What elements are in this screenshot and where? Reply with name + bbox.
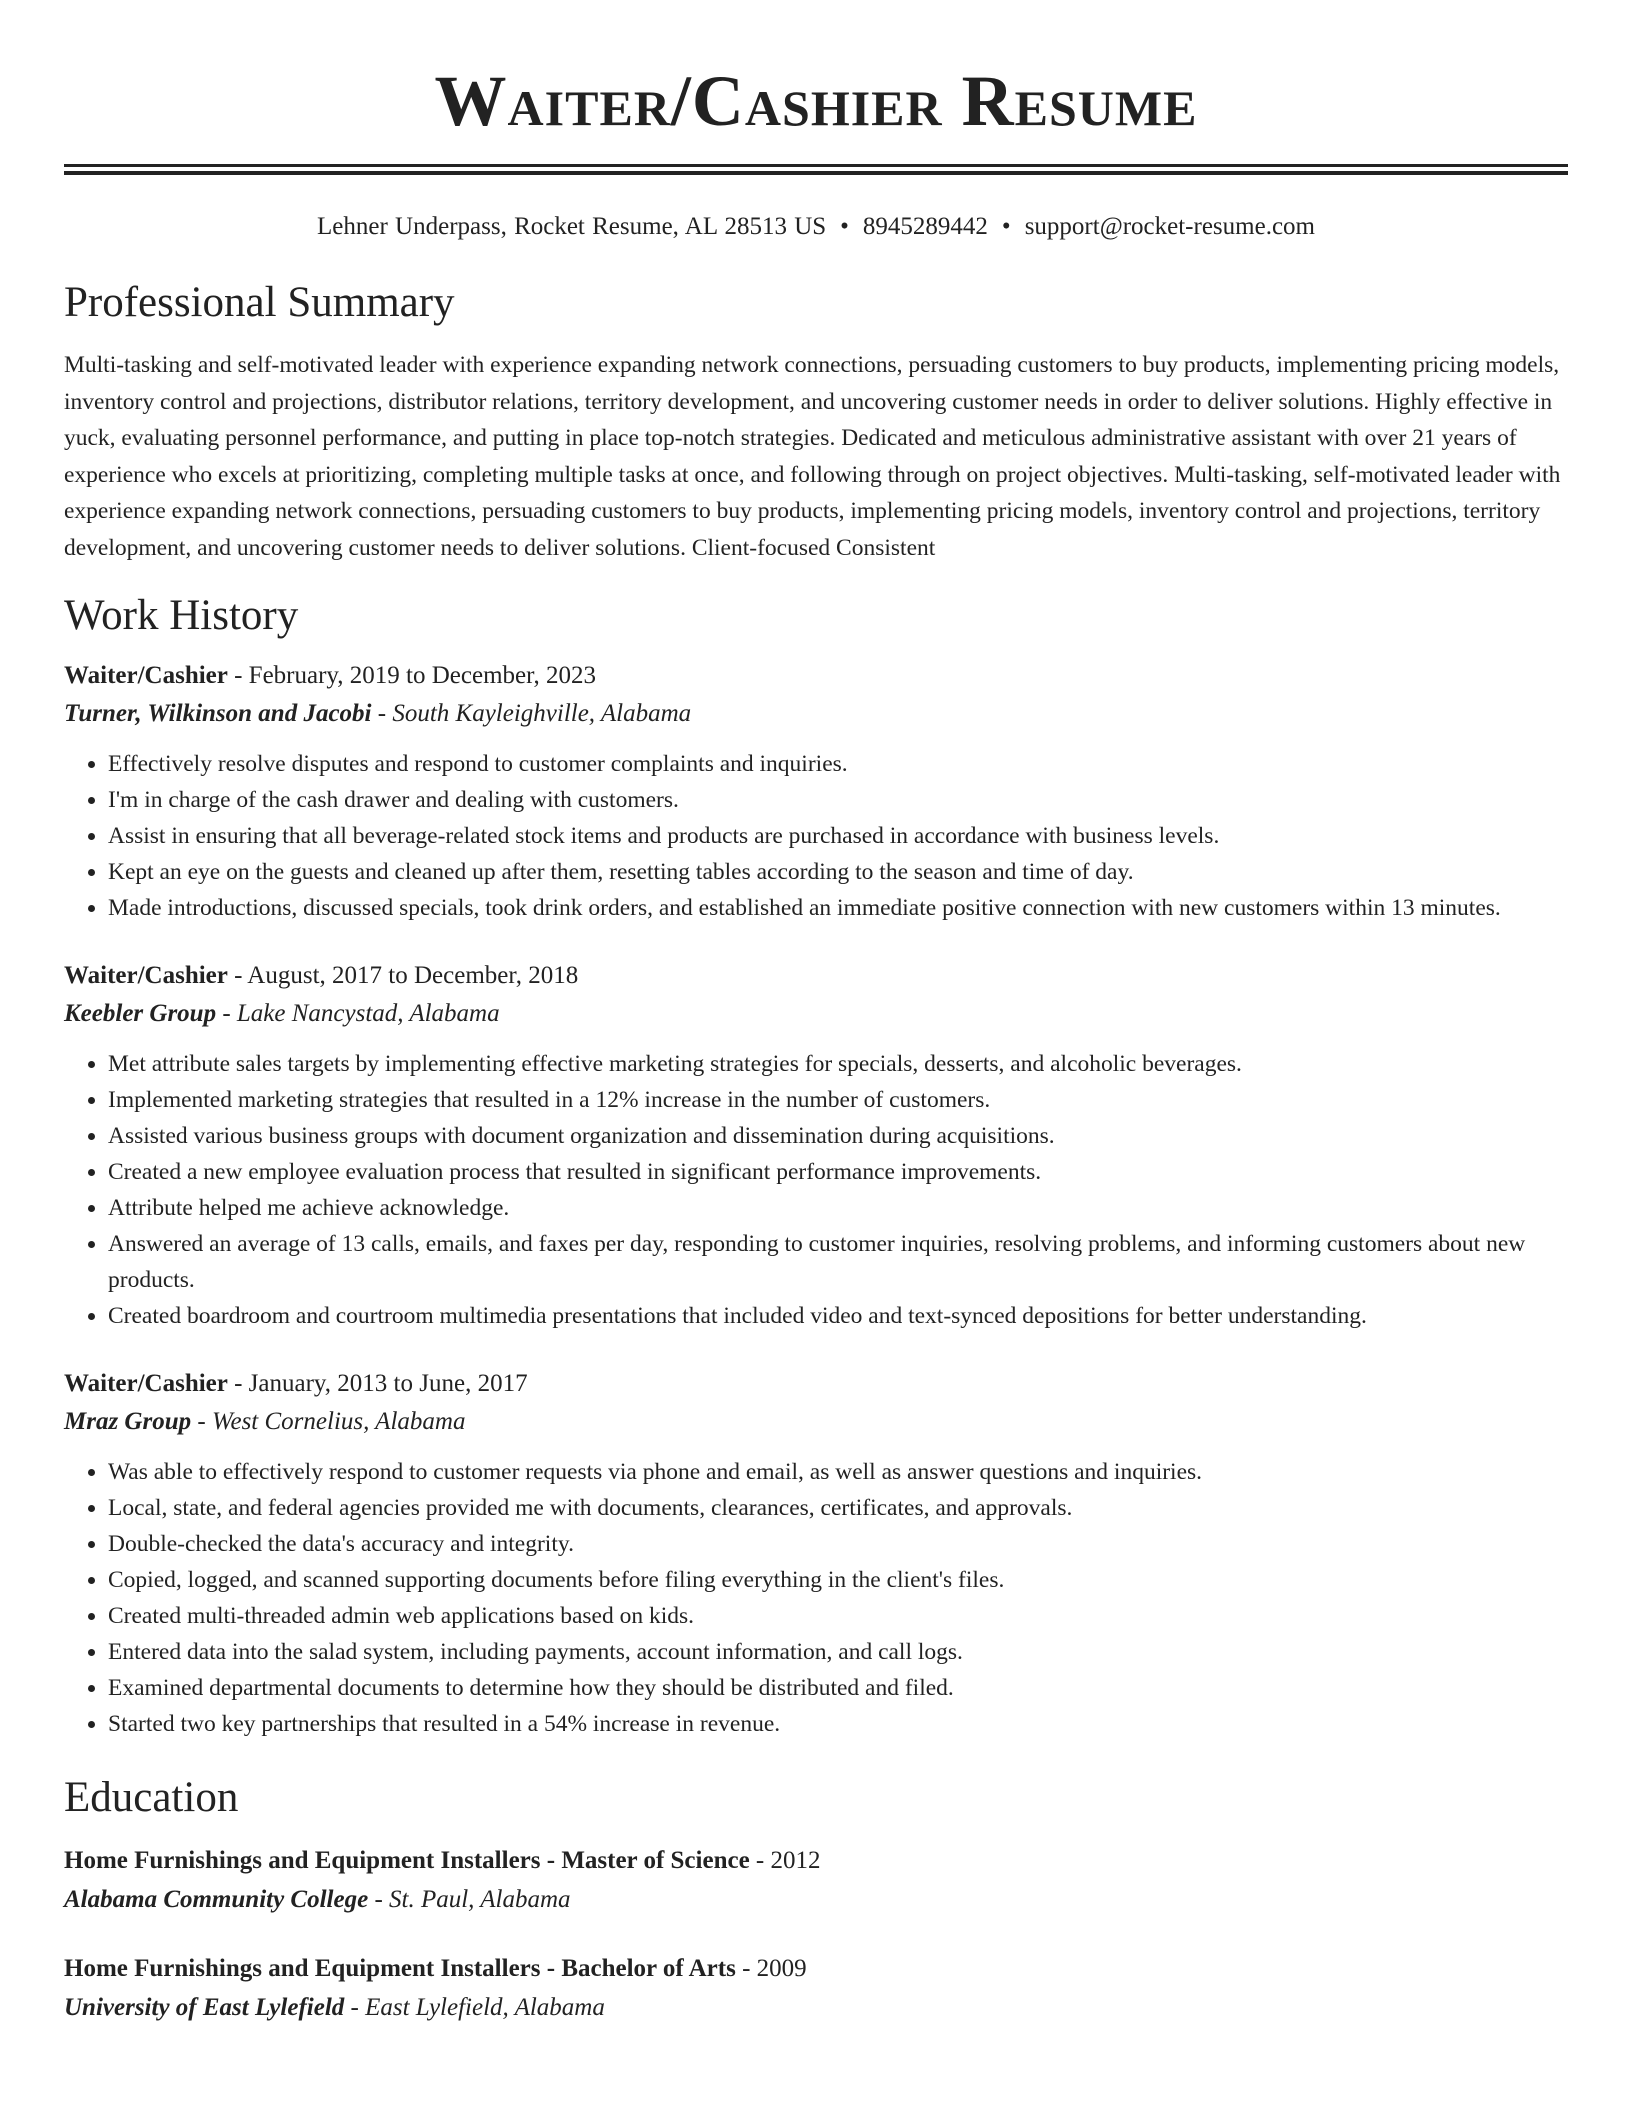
school-line	[64, 1880, 1568, 1920]
job-entry	[64, 958, 1568, 1334]
job-bullet: • Assisted various business groups with document organization and dissemination during acquisitions.	[108, 1118, 1568, 1154]
job-dates: - January, 2013 to June, 2017	[227, 1370, 528, 1397]
school-location: - St. Paul, Alabama	[368, 1886, 571, 1913]
degree-line	[64, 1950, 1568, 1988]
job-bullet: • I'm in charge of the cash drawer and dealing with customers.	[108, 782, 1568, 818]
employer-line	[64, 694, 1568, 734]
education-entry	[64, 1842, 1568, 1920]
job-bullet: • Copied, logged, and scanned supporting documents before filing everything in the client's files.	[108, 1562, 1568, 1598]
employer-location: - West Cornelius, Alabama	[191, 1408, 466, 1435]
contact-line	[64, 209, 1568, 245]
contact-separator: •	[1001, 213, 1011, 240]
work-history-heading: Work History	[64, 592, 299, 639]
job-bullet: • Local, state, and federal agencies provided me with documents, clearances, certificates, and approvals.	[108, 1490, 1568, 1526]
contact-address: Lehner Underpass, Rocket Resume, AL 28513 US	[317, 213, 827, 240]
contact-email: support@rocket-resume.com	[1024, 213, 1315, 240]
job-bullet: • Created boardroom and courtroom multimedia presentations that included video and text-synced depositions for better understanding.	[108, 1298, 1568, 1334]
degree-line	[64, 1842, 1568, 1880]
job-bullet: • Answered an average of 13 calls, emails, and faxes per day, responding to customer inquiries, resolving problems, and informing customers about new products.	[108, 1226, 1568, 1298]
degree-name: Home Furnishings and Equipment Installers - Master of Science	[64, 1847, 750, 1874]
job-dates: - February, 2019 to December, 2023	[227, 662, 596, 689]
employer-location: - Lake Nancystad, Alabama	[216, 1000, 500, 1027]
job-bullet: • Double-checked the data's accuracy and integrity.	[108, 1526, 1568, 1562]
school-name: University of East Lylefield	[64, 1994, 345, 2021]
job-entry	[64, 1366, 1568, 1742]
employer-line	[64, 1402, 1568, 1442]
contact-separator: •	[840, 213, 849, 240]
title-divider	[64, 164, 1568, 175]
degree-year: - 2012	[749, 1847, 821, 1874]
job-bullet-list	[64, 746, 1568, 926]
job-bullet: • Entered data into the salad system, including payments, account information, and call logs.	[108, 1634, 1568, 1670]
work-history-list	[64, 658, 1568, 1742]
job-bullet: • Was able to effectively respond to customer requests via phone and email, as well as answer questions and inquiries.	[108, 1454, 1568, 1490]
job-dates: - August, 2017 to December, 2018	[227, 962, 579, 989]
degree-year: - 2009	[735, 1955, 807, 1982]
job-bullet: • Kept an eye on the guests and cleaned up after them, resetting tables according to the season and time of day.	[108, 854, 1568, 890]
job-title: Waiter/Cashier	[64, 962, 228, 989]
job-bullet-list	[64, 1454, 1568, 1742]
job-bullet: • Created a new employee evaluation process that resulted in significant performance improvements.	[108, 1154, 1568, 1190]
job-bullet-list	[64, 1046, 1568, 1334]
school-location: - East Lylefield, Alabama	[344, 1994, 605, 2021]
page-title: Waiter/Cashier Resume	[434, 61, 1198, 141]
employer-location: - South Kayleighville, Alabama	[371, 700, 692, 727]
job-title-line	[64, 958, 1568, 994]
job-bullet: • Met attribute sales targets by implementing effective marketing strategies for specials, desserts, and alcoholic beverages.	[108, 1046, 1568, 1082]
degree-name: Home Furnishings and Equipment Installers - Bachelor of Arts	[64, 1955, 736, 1982]
contact-phone: 8945289442	[862, 213, 988, 240]
job-title-line	[64, 1366, 1568, 1402]
summary-heading: Professional Summary	[64, 279, 455, 326]
education-heading: Education	[64, 1774, 239, 1821]
job-bullet: • Attribute helped me achieve acknowledge.	[108, 1190, 1568, 1226]
employer-name: Turner, Wilkinson and Jacobi	[64, 700, 372, 727]
job-bullet: • Started two key partnerships that resulted in a 54% increase in revenue.	[108, 1706, 1568, 1742]
job-title: Waiter/Cashier	[64, 1370, 228, 1397]
job-title-line	[64, 658, 1568, 694]
education-entry	[64, 1950, 1568, 2028]
job-bullet: • Created multi-threaded admin web applications based on kids.	[108, 1598, 1568, 1634]
school-line	[64, 1988, 1568, 2028]
job-title: Waiter/Cashier	[64, 662, 228, 689]
job-bullet: • Implemented marketing strategies that resulted in a 12% increase in the number of customers.	[108, 1082, 1568, 1118]
employer-name: Keebler Group	[64, 1000, 217, 1027]
job-bullet: • Assist in ensuring that all beverage-related stock items and products are purchased in accordance with business levels.	[108, 818, 1568, 854]
job-bullet: • Effectively resolve disputes and respond to customer complaints and inquiries.	[108, 746, 1568, 782]
employer-line	[64, 994, 1568, 1034]
school-name: Alabama Community College	[64, 1886, 369, 1913]
employer-name: Mraz Group	[64, 1408, 192, 1435]
job-bullet: • Examined departmental documents to determine how they should be distributed and filed.	[108, 1670, 1568, 1706]
job-entry	[64, 658, 1568, 926]
summary-text: Multi-tasking and self-motivated leader with experience expanding network connections, persuading customers to buy products, implementing pricing models, inventory control and projections, distributor relations, territory development, and uncovering customer needs in order to deliver solutions. Highly effective in yuck, evaluating personnel performance, and putting in place top-notch strategies. Dedicated and meticulous administrative assistant with over 21 years of experience who excels at prioritizing, completing multiple tasks at once, and following through on project objectives. Multi-tasking, self-motivated leader with experience expanding network connections, persuading customers to buy products, implementing pricing models, inventory control and projections, territory development, and uncovering customer needs to deliver solutions. Client-focused Consistent	[64, 352, 1561, 561]
job-bullet: • Made introductions, discussed specials, took drink orders, and established an immediate positive connection with new customers within 13 minutes.	[108, 890, 1568, 926]
education-list	[64, 1842, 1568, 2028]
